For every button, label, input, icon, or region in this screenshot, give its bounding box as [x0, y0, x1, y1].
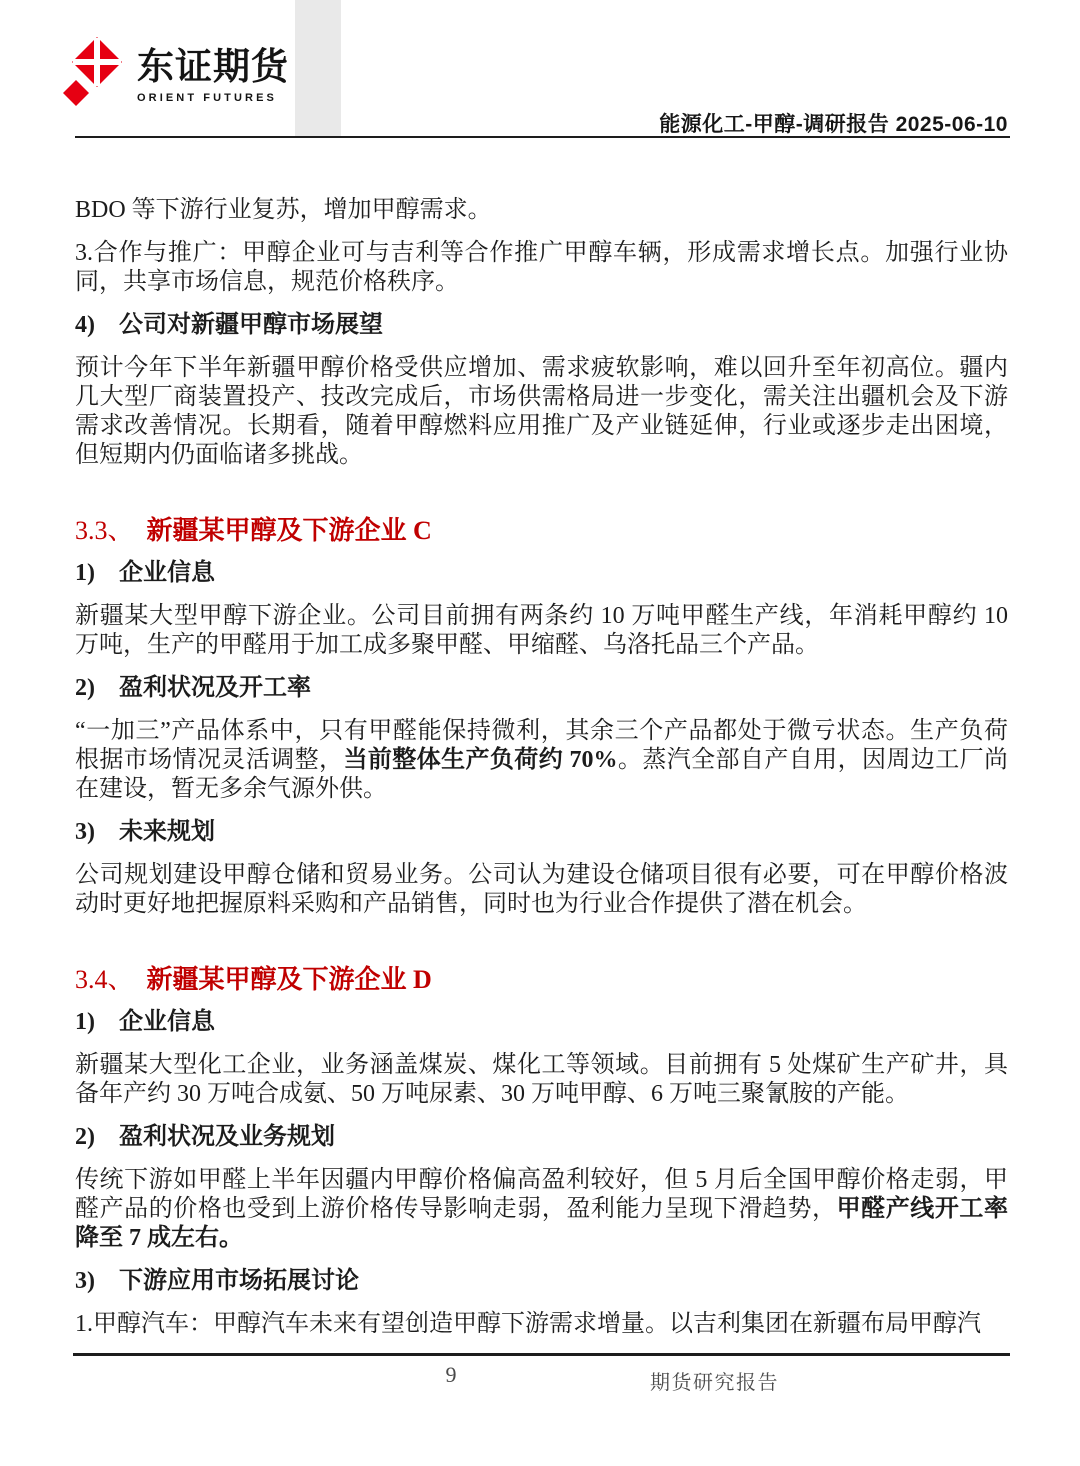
- footer-report-label: 期货研究报告: [650, 1372, 779, 1394]
- section-3-3-title: 新疆某甲醇及下游企业 C: [146, 516, 432, 545]
- profit-text-bold: 当前整体生产负荷约 70%: [343, 747, 618, 773]
- heading-company-d-info: 1) 企业信息: [75, 1009, 215, 1035]
- logo-text: [137, 33, 289, 104]
- paragraph-company-d-market: 1.甲醇汽车：甲醇汽车未来有望创造甲醇下游需求增量。以吉利集团在新疆布局甲醇汽: [75, 1311, 981, 1337]
- paragraph-company-c-plan: 公司规划建设甲醇仓储和贸易业务。公司认为建设仓储项目很有必要，可在甲醇价格波动时更好地把握原料采购和产品销售，同时也为行业合作提供了潜在机会。: [75, 862, 1008, 917]
- paragraph-bdo-demand: BDO 等下游行业复苏，增加甲醇需求。: [75, 197, 492, 223]
- page-number: 9: [445, 1362, 457, 1387]
- section-heading-3-4: [75, 963, 1008, 997]
- orient-futures-diamond-icon: [62, 33, 122, 109]
- heading-company-d-profit: 2) 盈利状况及业务规划: [75, 1124, 335, 1150]
- section-heading-3-3: [75, 514, 1008, 548]
- orient-futures-logo: [62, 33, 289, 109]
- paragraph-market-outlook: 预计今年下半年新疆甲醇价格受供应增加、需求疲软影响，难以回升至年初高位。疆内几大型厂商装置投产、技改完成后，市场供需格局进一步变化，需关注出疆机会及下游需求改善情况。长期看，随着甲醇燃料应用推广及产业链延伸，行业或逐步走出困境，但短期内仍面临诸多挑战。: [75, 355, 1008, 468]
- profit-d-text-regular: 传统下游如甲醛上半年因疆内甲醇价格偏高盈利较好，但 5 月后全国甲醇价格走弱，甲醛产品的价格也受到上游价格传导影响走弱，盈利能力呈现下滑趋势，: [75, 1167, 1008, 1222]
- report-meta-title: 能源化工-甲醇-调研报告 2025-06-10: [659, 113, 1008, 136]
- logo-en-name: ORIENT FUTURES: [137, 92, 277, 104]
- heading-company-d-market: 3) 下游应用市场拓展讨论: [75, 1268, 359, 1294]
- header-rule: [75, 136, 1010, 138]
- section-3-3-number: 3.3、: [75, 516, 134, 545]
- paragraph-company-d-info: 新疆某大型化工企业，业务涵盖煤炭、煤化工等领域。目前拥有 5 处煤矿生产矿井，具备年产约 30 万吨合成氨、50 万吨尿素、30 万吨甲醇、6 万吨三聚氰胺的产能。: [75, 1052, 1008, 1107]
- heading-company-c-profit: 2) 盈利状况及开工率: [75, 675, 311, 701]
- profit-text-regular: “一加三”产品体系中，只有甲醛能保持微利，其余三个产品都处于微亏状态。生产负荷根据市场情况灵活调整，: [75, 718, 1008, 773]
- header-gray-band: [295, 0, 341, 137]
- section-3-4-title: 新疆某甲醇及下游企业 D: [146, 965, 432, 994]
- paragraph-company-d-profit: [75, 1166, 1008, 1253]
- profit-d-text-bold: 甲醛产线开工率降至 7 成左右。: [75, 1196, 1008, 1251]
- heading-company-c-plan: 3) 未来规划: [75, 819, 215, 845]
- footer-rule: [73, 1353, 1010, 1356]
- section-3-4-number: 3.4、: [75, 965, 134, 994]
- heading-company-c-info: 1) 企业信息: [75, 560, 215, 586]
- logo-cn-name: 东证期货: [137, 46, 289, 87]
- profit-text-regular-2: 。蒸汽全部自产自用，因周边工厂尚在建设，暂无多余气源外供。: [75, 747, 1009, 802]
- paragraph-cooperation: 3.合作与推广：甲醇企业可与吉利等合作推广甲醇车辆，形成需求增长点。加强行业协同，共享市场信息，规范价格秩序。: [75, 240, 1008, 295]
- paragraph-company-c-profit: [75, 717, 1008, 804]
- heading-market-outlook: 4) 公司对新疆甲醇市场展望: [75, 312, 383, 338]
- paragraph-company-c-info: 新疆某大型甲醇下游企业。公司目前拥有两条约 10 万吨甲醛生产线，年消耗甲醇约 10 万吨，生产的甲醛用于加工成多聚甲醛、甲缩醛、乌洛托品三个产品。: [75, 603, 1008, 658]
- report-body: [75, 196, 1008, 1353]
